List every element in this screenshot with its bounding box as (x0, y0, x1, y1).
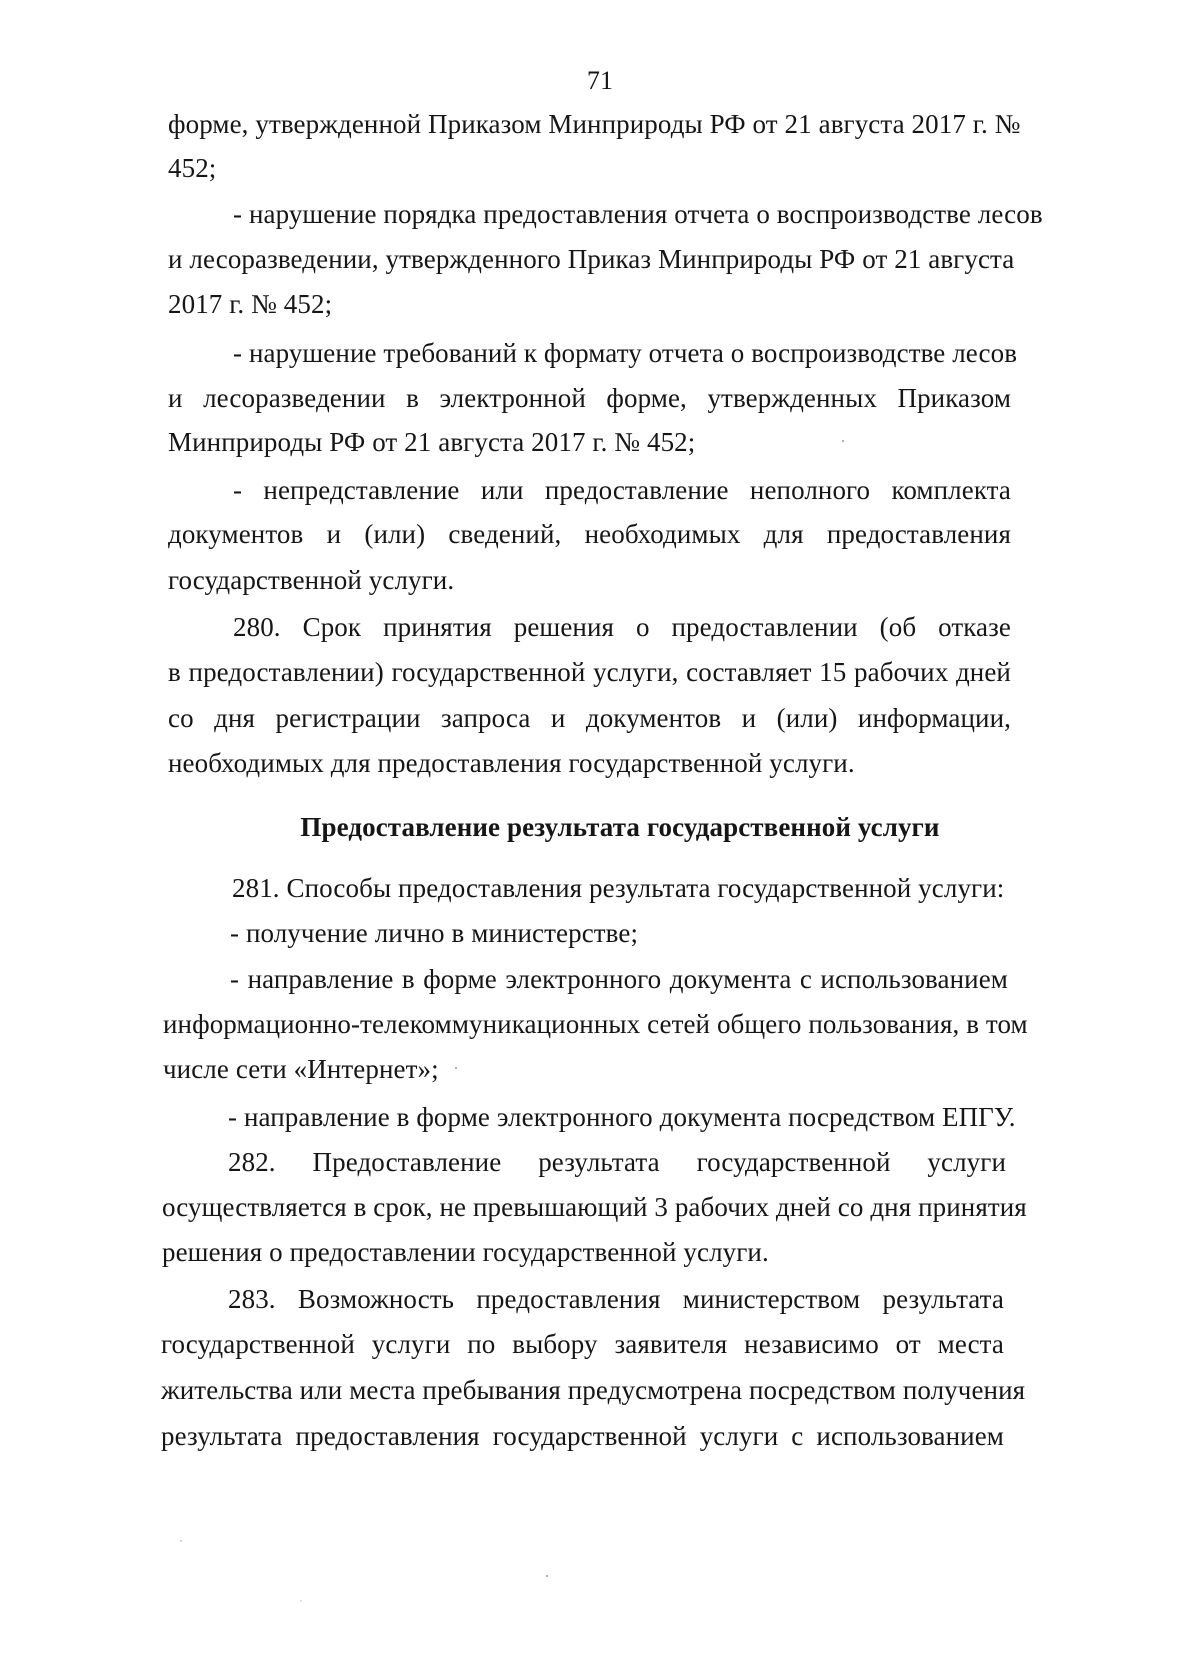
scan-speck (180, 1540, 182, 1542)
text-line: 280. Срок принятия решения о предоставлении (об отказе (233, 612, 1011, 642)
section-heading: Предоставление результата государственной услуги (300, 812, 940, 842)
text-line: жительства или места пребывания предусмотрена посредством получения (161, 1375, 1026, 1405)
text-line: и лесоразведении в электронной форме, утвержденных Приказом (168, 383, 1011, 413)
text-line: результата предоставления государственной услуги с использованием (161, 1421, 1004, 1451)
text-line: - нарушение требований к формату отчета о воспроизводстве лесов (233, 338, 1018, 368)
text-line: в предоставлении) государственной услуги, составляет 15 рабочих дней (168, 657, 1011, 687)
text-line: и лесоразведении, утвержденного Приказ Минприроды РФ от 21 августа (168, 244, 1015, 274)
text-line: форме, утвержденной Приказом Минприроды РФ от 21 августа 2017 г. № (168, 109, 1021, 139)
text-line: решения о предоставлении государственной услуги. (162, 1237, 769, 1267)
text-line: 452; (168, 153, 217, 183)
scan-speck (300, 1600, 302, 1602)
text-line: - получение лично в министерстве; (230, 918, 639, 948)
text-line: необходимых для предоставления государственной услуги. (168, 748, 855, 778)
text-line: Минприроды РФ от 21 августа 2017 г. № 452; (168, 427, 696, 457)
text-line: со дня регистрации запроса и документов и (или) информации, (168, 703, 1011, 733)
text-line: - направление в форме электронного документа посредством ЕПГУ. (228, 1102, 1016, 1132)
page-number: 71 (586, 66, 614, 95)
text-line: государственной услуги по выбору заявителя независимо от места (161, 1329, 1004, 1359)
scan-speck (455, 1067, 457, 1069)
text-line: 283. Возможность предоставления министерством результата (228, 1284, 1004, 1314)
scan-speck (546, 1575, 548, 1577)
scan-speck (842, 440, 844, 442)
text-line: числе сети «Интернет»; (163, 1054, 439, 1084)
text-line: 281. Способы предоставления результата государственной услуги: (232, 873, 1005, 903)
text-line: документов и (или) сведений, необходимых для предоставления (168, 519, 1011, 549)
text-line: - направление в форме электронного документа с использованием (230, 964, 1008, 994)
text-line: информационно-телекоммуникационных сетей общего пользования, в том (163, 1009, 1028, 1039)
text-line: осуществляется в срок, не превышающий 3 рабочих дней со дня принятия (162, 1192, 1027, 1222)
text-line: 2017 г. № 452; (168, 289, 333, 319)
text-line: государственной услуги. (168, 565, 455, 595)
text-line: - непредставление или предоставление неполного комплекта (233, 475, 1011, 505)
text-line: 282. Предоставление результата государственной услуги (228, 1147, 1006, 1177)
text-line: - нарушение порядка предоставления отчета о воспроизводстве лесов (233, 199, 1043, 229)
